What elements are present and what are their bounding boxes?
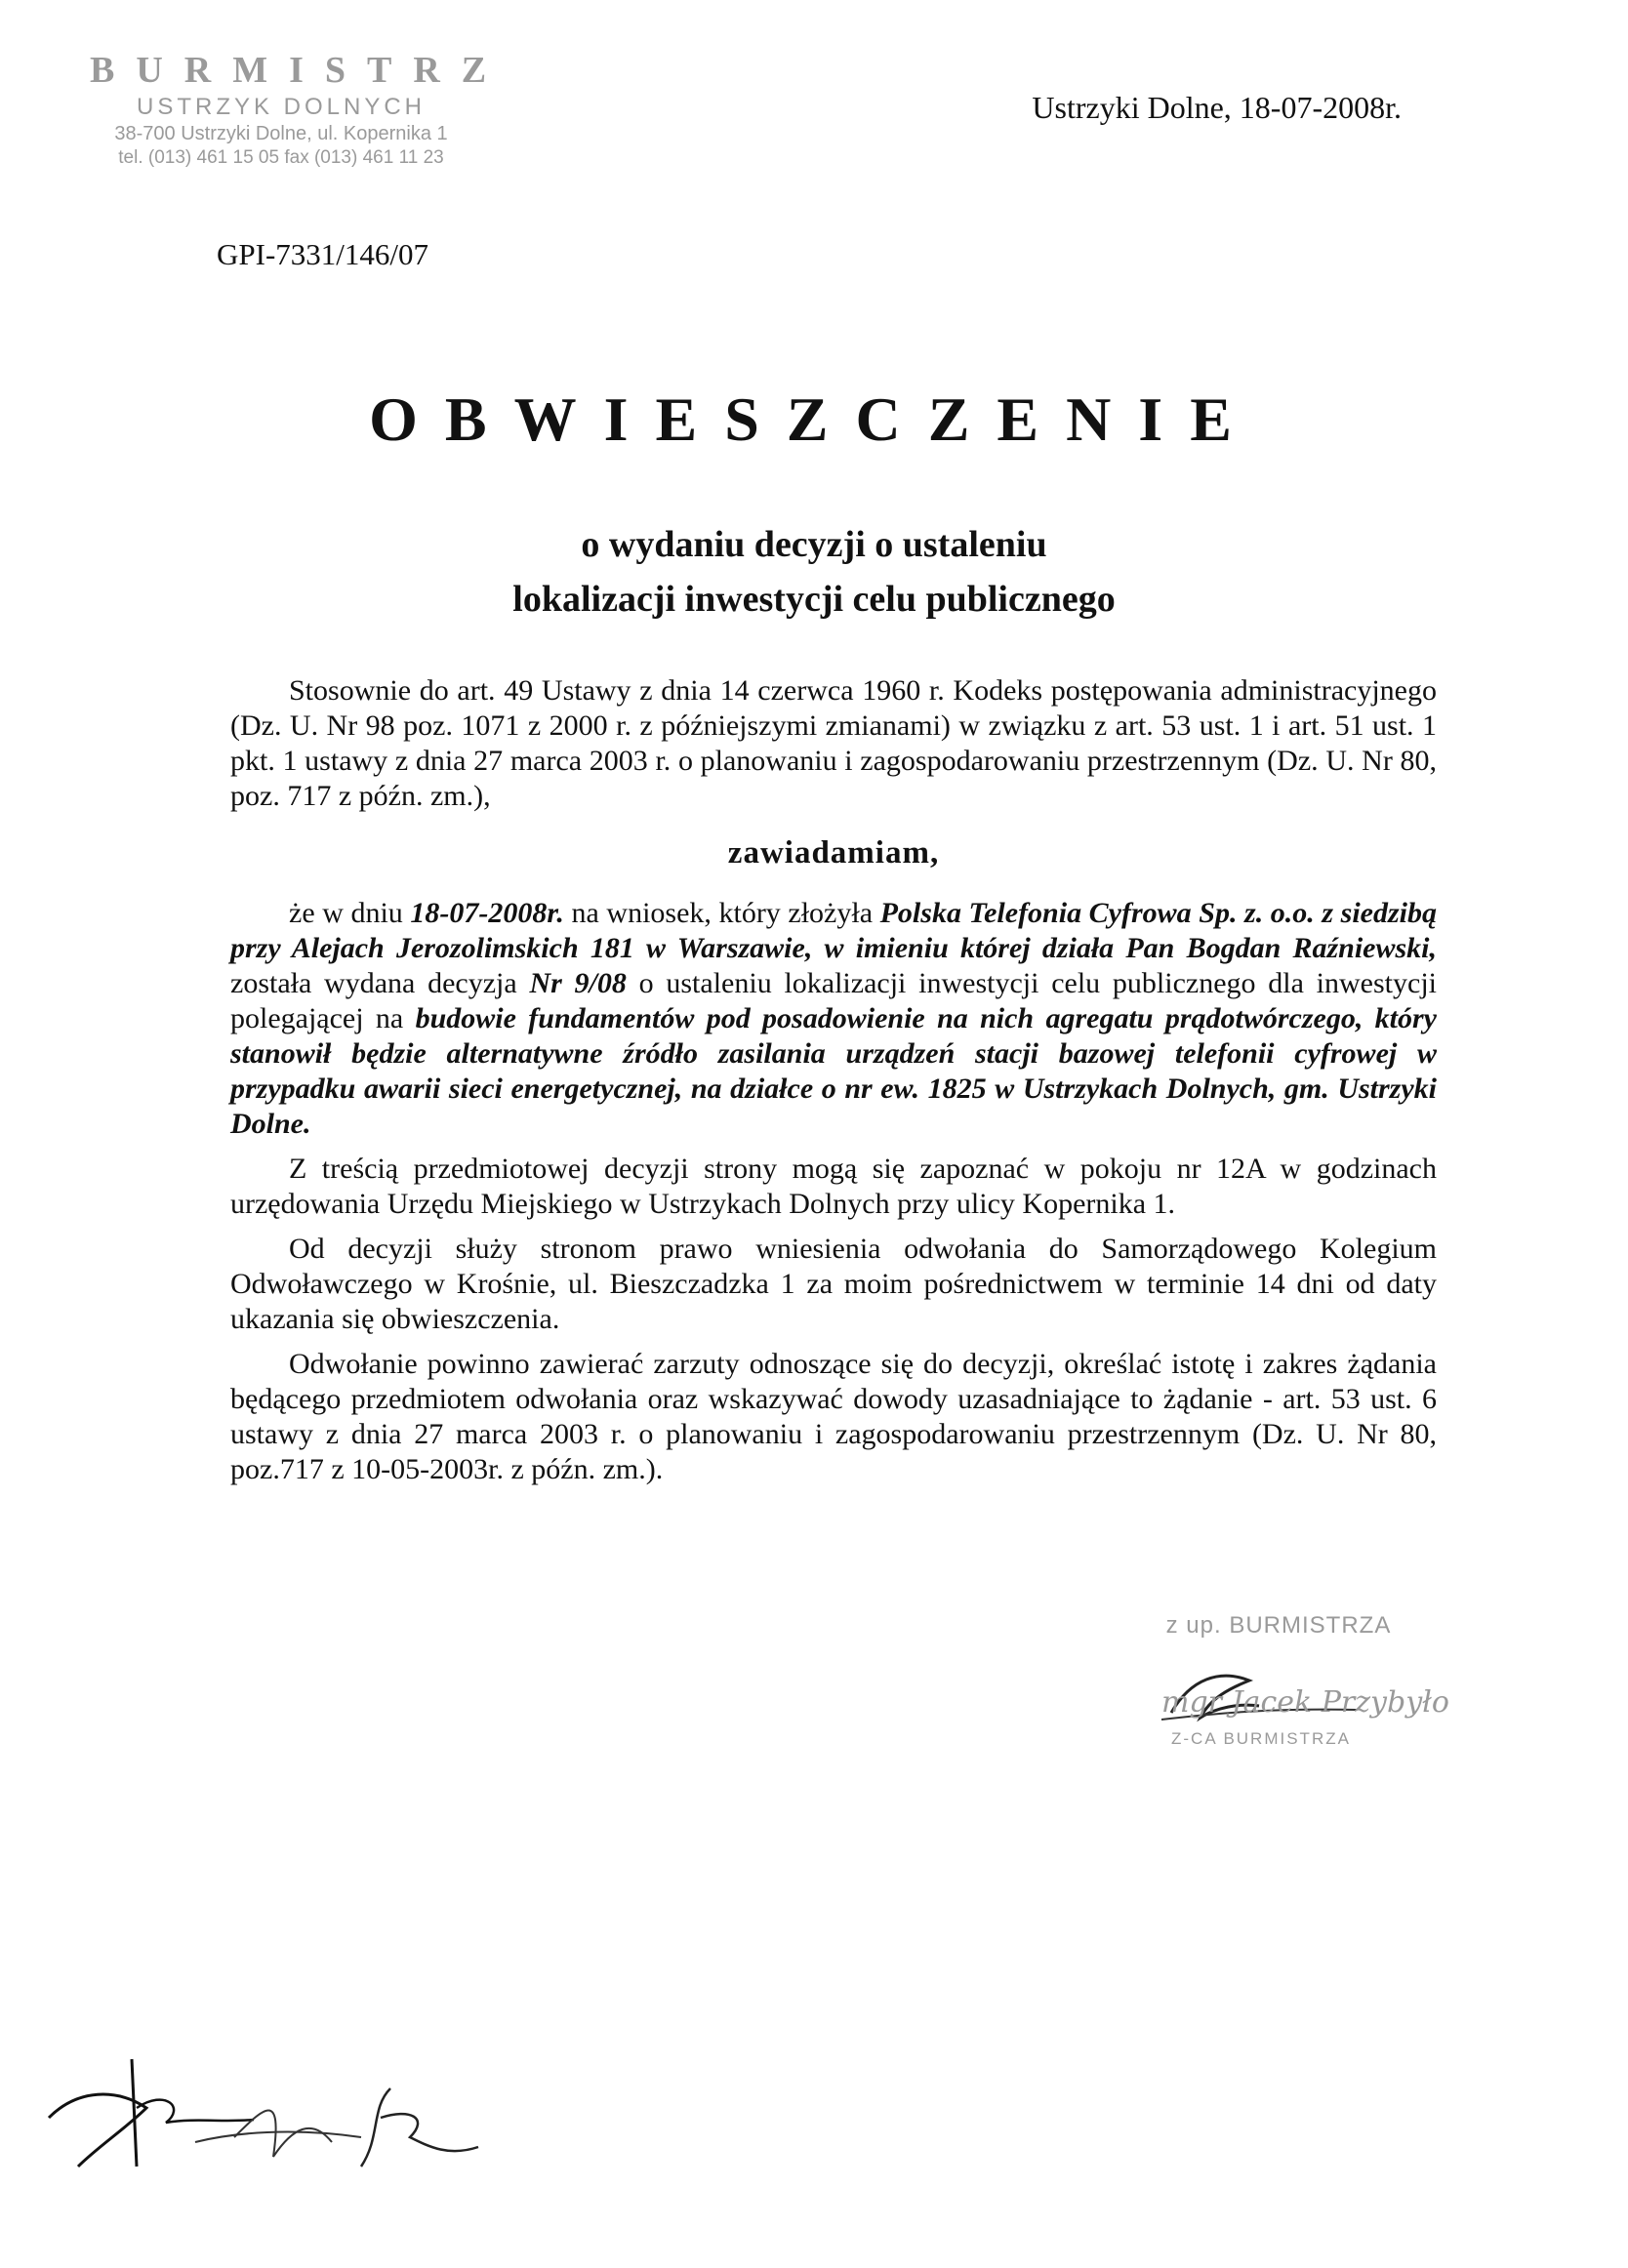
- requirements-paragraph: Odwołanie powinno zawierać zarzuty odnoszące się do decyzji, określać istotę i zakres żądania będącego przedmiotem odwołania oraz wskazywać dowody uzasadniające to żądanie - art. 53 ust. 6 ustawy z dnia 27 marca 2003 r. o planowaniu i zagospodarowaniu przestrzennym (Dz. U. Nr 80, poz.717 z 10-05-2003r. z późn. zm.).: [230, 1348, 1437, 1485]
- decision-text-2: na wniosek, który złożyła: [563, 897, 880, 929]
- decision-subject: budowie fundamentów pod posadowienie na nich agregatu prądotwórczego, który stanowił będzie alternatywne źródło zasilania urządzeń stacji bazowej telefonii cyfrowej w przypadku awarii sieci energetycznej, na działce o nr ew. 1825 w Ustrzykach Dolnych, gm. Ustrzyki Dolne.: [230, 1002, 1438, 1140]
- decision-number: Nr 9/08: [529, 967, 627, 999]
- decision-paragraph: [230, 896, 1437, 1142]
- handwritten-initials: [39, 2049, 488, 2196]
- document-title: OBWIESZCZENIE: [369, 385, 1259, 454]
- stamp-phone: tel. (013) 461 15 05 fax (013) 461 11 23: [118, 147, 444, 168]
- decision-text-3: została wydana decyzja: [230, 967, 530, 999]
- signature-name: mgr Jacek Przybyło: [1161, 1685, 1449, 1720]
- decision-text-1: że w dniu: [289, 897, 411, 929]
- appeal-paragraph: Od decyzji służy stronom prawo wniesienia odwołania do Samorządowego Kolegium Odwoławczego w Krośnie, ul. Bieszczadzka 1 za moim pośrednictwem w terminie 14 dni od daty ukazania się obwieszczenia.: [230, 1233, 1437, 1335]
- stamp-title: BURMISTRZ: [90, 50, 509, 91]
- decision-text-4: o ustaleniu lokalizacji inwestycji celu publicznego dla inwestycji polegającej na: [230, 967, 1437, 1034]
- access-paragraph: Z treścią przedmiotowej decyzji strony mogą się zapoznać w pokoju nr 12A w godzinach urzędowania Urzędu Miejskiego w Ustrzykach Dolnych przy ulicy Kopernika 1.: [230, 1153, 1437, 1220]
- office-stamp: [86, 49, 509, 169]
- signature-block: [1132, 1612, 1449, 1748]
- announce-heading: zawiadamiam,: [727, 835, 940, 871]
- decision-applicant: Polska Telefonia Cyfrowa Sp. z. o.o. z siedzibą przy Alejach Jerozolimskich 181 w Warszawie, w imieniu której działa Pan Bogdan Raźniewski,: [230, 897, 1437, 964]
- subtitle-line-1: o wydaniu decyzji o ustaleniu: [581, 524, 1047, 565]
- decision-date: 18-07-2008r.: [410, 897, 564, 929]
- reference-number: GPI-7331/146/07: [217, 237, 428, 271]
- stamp-address: 38-700 Ustrzyki Dolne, ul. Kopernika 1: [114, 123, 448, 144]
- signature-role: Z-CA BURMISTRZA: [1171, 1729, 1351, 1748]
- signature-authority: z up. BURMISTRZA: [1165, 1612, 1392, 1639]
- intro-paragraph: Stosownie do art. 49 Ustawy z dnia 14 czerwca 1960 r. Kodeks postępowania administracyjnego (Dz. U. Nr 98 poz. 1071 z 2000 r. z późniejszymi zmianami) w związku z art. 53 ust. 1 i art. 51 ust. 1 pkt. 1 ustawy z dnia 27 marca 2003 r. o planowaniu i zagospodarowaniu przestrzennym (Dz. U. Nr 80, poz. 717 z późn. zm.),: [230, 674, 1437, 812]
- document-body: [230, 673, 1437, 1487]
- subtitle-line-2: lokalizacji inwestycji celu publicznego: [512, 579, 1116, 620]
- document-subtitle: [0, 517, 1628, 627]
- place-date: Ustrzyki Dolne, 18-07-2008r.: [1032, 90, 1402, 125]
- stamp-office: USTRZYK DOLNYCH: [136, 94, 427, 120]
